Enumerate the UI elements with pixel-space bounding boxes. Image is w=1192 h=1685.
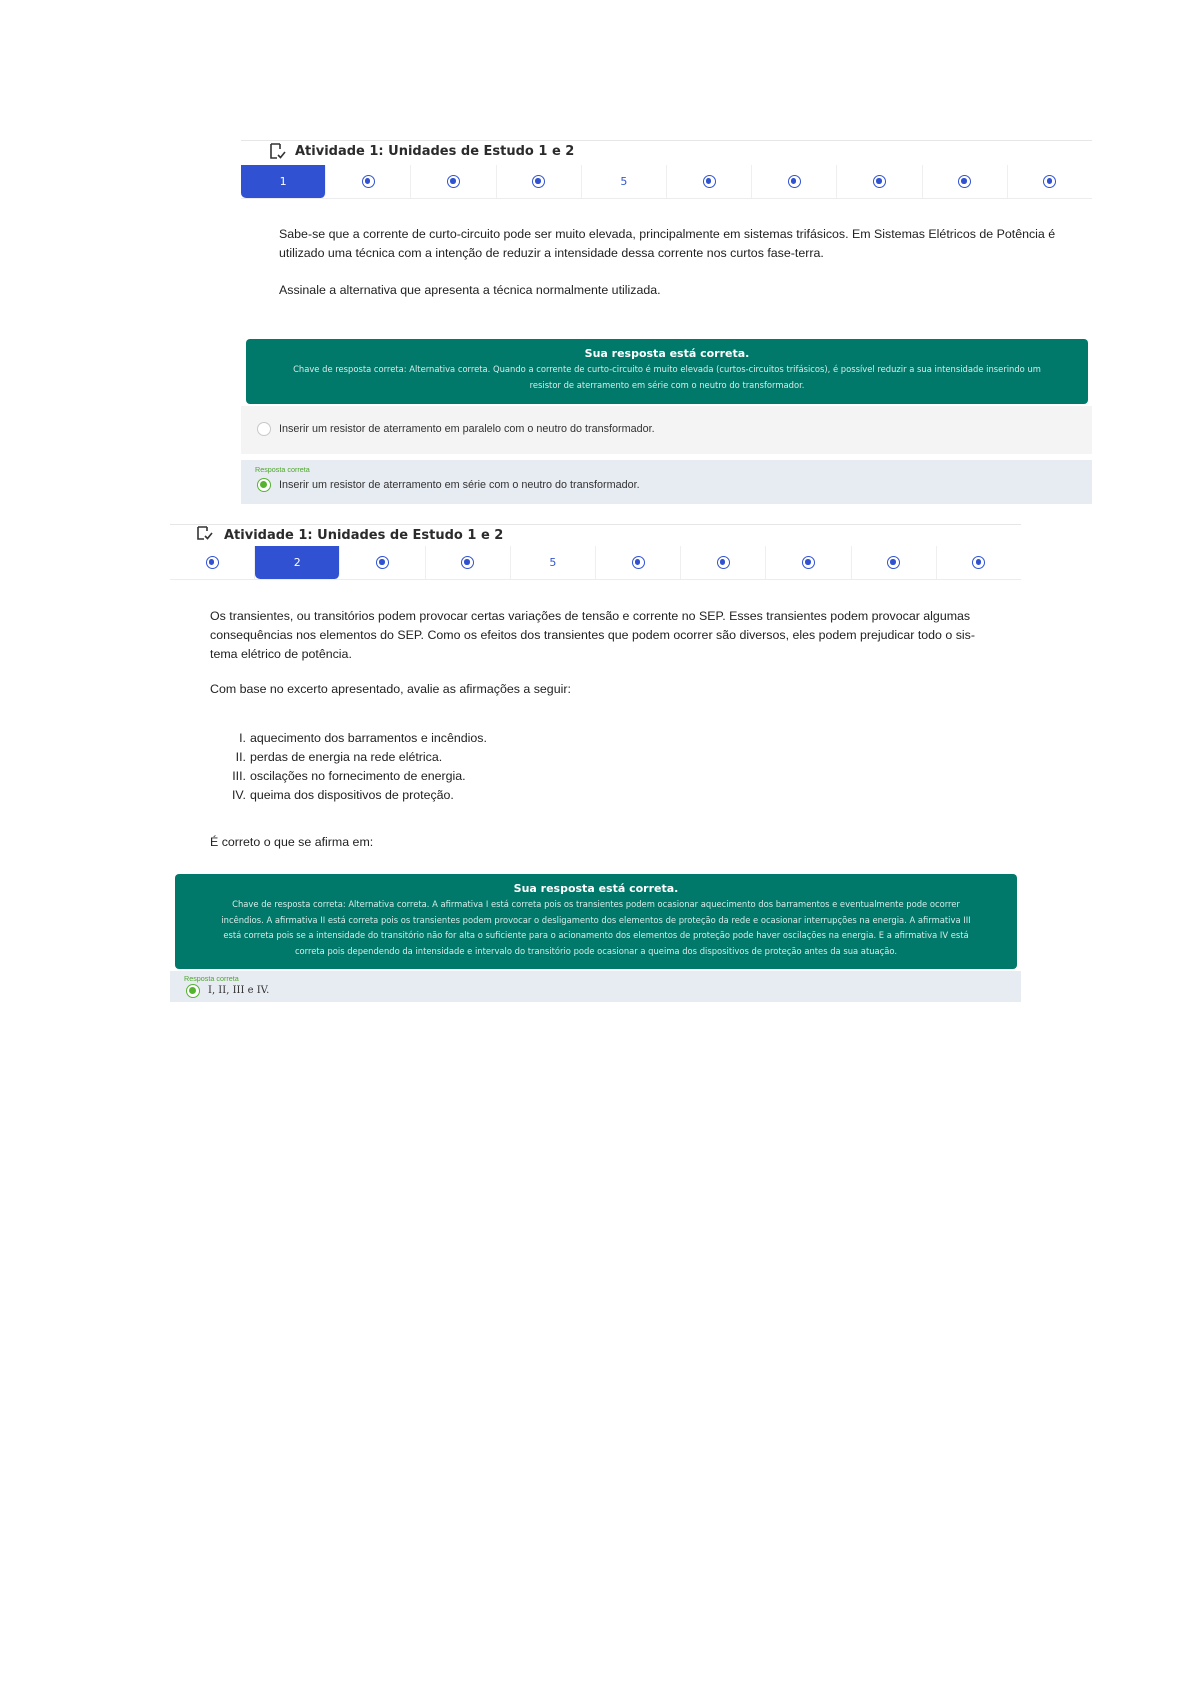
step-9[interactable] <box>852 546 937 579</box>
radio-dot-icon <box>362 175 375 188</box>
statement-line: Sabe-se que a corrente de curto-circuito pode ser muito elevada, principalmente em sistemas trifásicos. Em Sistemas Elétricos de Potência é <box>279 227 1056 241</box>
question-2-panel <box>170 524 1021 1002</box>
feedback-banner <box>246 339 1088 404</box>
activity-header <box>241 140 1092 164</box>
step-1[interactable] <box>170 546 255 579</box>
radio-dot-icon <box>1043 175 1056 188</box>
step-7[interactable] <box>752 165 837 198</box>
affirmations-list <box>216 729 487 805</box>
step-10[interactable] <box>937 546 1021 579</box>
affirmation-text: aquecimento dos barramentos e incêndios. <box>250 731 487 745</box>
step-2[interactable] <box>326 165 411 198</box>
radio-dot-icon <box>447 175 460 188</box>
radio-dot-icon <box>972 556 985 569</box>
step-6[interactable] <box>667 165 752 198</box>
step-8[interactable] <box>766 546 851 579</box>
statement-line: consequências nos elementos do SEP. Como os efeitos dos transientes que podem ocorrer são diversos, eles podem prejudicar todo o sis- <box>210 628 975 642</box>
radio-dot-icon <box>873 175 886 188</box>
question-statement <box>210 607 1010 664</box>
radio-dot-icon <box>461 556 474 569</box>
statement-line: utilizado uma técnica com a intenção de reduzir a intensidade dessa corrente nos curtos fase-terra. <box>279 246 824 260</box>
feedback-banner <box>175 874 1017 969</box>
activity-title: Atividade 1: Unidades de Estudo 1 e 2 <box>224 528 504 543</box>
question-ask: É correto o que se afirma em: <box>210 835 374 849</box>
step-3[interactable] <box>411 165 496 198</box>
option-label: I, II, III e IV. <box>208 985 270 996</box>
clipboard-check-icon <box>267 141 287 161</box>
step-7[interactable] <box>681 546 766 579</box>
radio-dot-icon <box>802 556 815 569</box>
step-3[interactable] <box>340 546 425 579</box>
radio-dot-icon <box>887 556 900 569</box>
radio-dot-icon <box>788 175 801 188</box>
radio-dot-icon <box>632 556 645 569</box>
affirmation-numeral: IV. <box>231 788 246 802</box>
step-number: 1 <box>279 175 287 188</box>
affirmation-text: perdas de energia na rede elétrica. <box>250 750 443 764</box>
affirmation-item <box>216 767 487 786</box>
step-1[interactable] <box>241 165 326 198</box>
question-prompt: Com base no excerto apresentado, avalie as afirmações a seguir: <box>210 682 571 696</box>
affirmation-item <box>216 729 487 748</box>
answer-option-correct[interactable] <box>170 971 1021 1002</box>
answer-option-a[interactable] <box>241 406 1092 454</box>
radio-dot-icon <box>703 175 716 188</box>
correct-answer-label: Resposta correta <box>255 465 310 474</box>
radio-dot-icon <box>376 556 389 569</box>
option-label: Inserir um resistor de aterramento em série com o neutro do transformador. <box>279 479 640 491</box>
clipboard-check-icon <box>194 525 214 545</box>
option-radio-selected[interactable] <box>186 984 200 998</box>
feedback-line: resistor de aterramento em série com o neutro do transformador. <box>529 379 805 390</box>
radio-dot-icon <box>532 175 545 188</box>
statement-line: tema elétrico de potência. <box>210 647 352 661</box>
statement-line: Os transientes, ou transitórios podem provocar certas variações de tensão e corrente no SEP. Esses transientes podem provocar algumas <box>210 609 971 623</box>
step-number: 2 <box>293 556 301 569</box>
option-label: Inserir um resistor de aterramento em paralelo com o neutro do transformador. <box>279 423 655 435</box>
question-1-panel <box>241 140 1092 504</box>
feedback-line: incêndios. A afirmativa II está correta pois os transientes podem provocar o desligamento dos elementos de proteção da rede e ocasionar interrupções na energia. A afirmativa III <box>221 914 971 925</box>
radio-dot-icon <box>717 556 730 569</box>
affirmation-text: oscilações no fornecimento de energia. <box>250 769 466 783</box>
feedback-line: Chave de resposta correta: Alternativa correta. A afirmativa I está correta pois os transientes podem ocasionar aquecimento dos barramentos e eventualmente pode ocorrer <box>232 899 960 909</box>
correct-answer-label: Resposta correta <box>184 974 239 983</box>
question-stepper <box>241 165 1092 199</box>
step-6[interactable] <box>596 546 681 579</box>
step-5[interactable] <box>511 546 596 579</box>
feedback-title: Sua resposta está correta. <box>584 347 750 360</box>
feedback-line: está correta pois se a intensidade do transitório não for alta o suficiente para o acionamento dos elementos de proteção pode haver oscilações na energia. E a afirmativa IV está <box>223 930 969 940</box>
answer-option-b[interactable] <box>241 460 1092 504</box>
affirmation-numeral: I. <box>239 731 246 745</box>
feedback-line: correta pois dependendo da intensidade e intervalo do transitório pode ocasionar a queima dos dispositivos de proteção antes da sua atuação. <box>294 945 898 956</box>
option-radio[interactable] <box>257 422 271 436</box>
affirmation-item <box>216 748 487 767</box>
feedback-body <box>195 897 997 959</box>
feedback-body <box>266 362 1068 393</box>
affirmation-numeral: II. <box>235 750 246 764</box>
feedback-title: Sua resposta está correta. <box>513 882 679 895</box>
step-2[interactable] <box>255 546 340 579</box>
feedback-line: Chave de resposta correta: Alternativa correta. Quando a corrente de curto-circuito é muito elevada (curtos-circuitos trifásicos), é possível reduzir a sua intensidade inserindo um <box>293 364 1041 374</box>
step-5[interactable] <box>582 165 667 198</box>
step-number: 5 <box>620 175 628 188</box>
step-4[interactable] <box>426 546 511 579</box>
question-stepper <box>170 546 1021 580</box>
step-number: 5 <box>549 556 557 569</box>
step-8[interactable] <box>837 165 922 198</box>
step-9[interactable] <box>923 165 1008 198</box>
activity-title: Atividade 1: Unidades de Estudo 1 e 2 <box>295 144 575 159</box>
question-prompt: Assinale a alternativa que apresenta a técnica normalmente utilizada. <box>279 283 661 297</box>
affirmation-item <box>216 786 487 805</box>
affirmation-text: queima dos dispositivos de proteção. <box>250 788 454 802</box>
question-statement <box>279 225 1079 263</box>
radio-dot-icon <box>958 175 971 188</box>
affirmation-numeral: III. <box>232 769 246 783</box>
activity-header <box>170 524 1021 548</box>
step-10[interactable] <box>1008 165 1092 198</box>
radio-dot-icon <box>206 556 219 569</box>
step-4[interactable] <box>497 165 582 198</box>
option-radio-selected[interactable] <box>257 478 271 492</box>
